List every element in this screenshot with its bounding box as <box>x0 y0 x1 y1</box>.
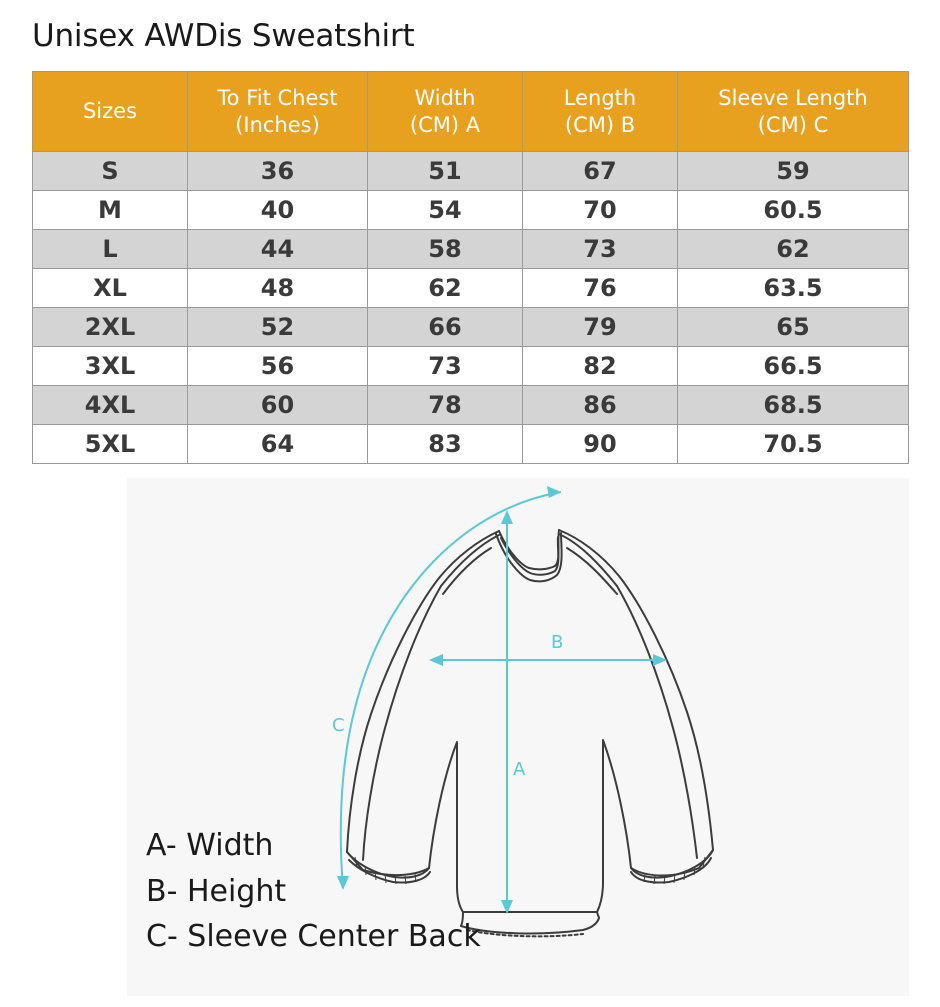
table-row <box>33 347 909 386</box>
table-row <box>33 191 909 230</box>
table-row <box>33 425 909 464</box>
cell-length: 82 <box>523 347 678 386</box>
dimension-label-b: B <box>551 632 564 653</box>
legend-item-b: B- Height <box>146 873 287 909</box>
table-row <box>33 152 909 191</box>
cell-size: S <box>33 152 188 191</box>
cell-length: 67 <box>523 152 678 191</box>
cell-size: 2XL <box>33 308 188 347</box>
column-header-length: Length (CM) B <box>523 72 678 152</box>
table-header-row <box>33 72 909 152</box>
table-row <box>33 308 909 347</box>
cell-length: 73 <box>523 230 678 269</box>
cell-chest: 56 <box>188 347 368 386</box>
cell-size: 3XL <box>33 347 188 386</box>
column-header-sizes: Sizes <box>33 72 188 152</box>
cell-length: 79 <box>523 308 678 347</box>
cell-length: 76 <box>523 269 678 308</box>
dimension-label-c: C <box>332 715 345 736</box>
cell-chest: 36 <box>188 152 368 191</box>
cell-sleeve: 65 <box>678 308 909 347</box>
cell-chest: 44 <box>188 230 368 269</box>
cell-sleeve: 59 <box>678 152 909 191</box>
cell-size: L <box>33 230 188 269</box>
cell-width: 62 <box>368 269 523 308</box>
cell-sleeve: 66.5 <box>678 347 909 386</box>
cell-width: 54 <box>368 191 523 230</box>
dimension-label-a: A <box>513 759 526 780</box>
cell-width: 78 <box>368 386 523 425</box>
cell-sleeve: 68.5 <box>678 386 909 425</box>
page-title: Unisex AWDis Sweatshirt <box>32 18 415 54</box>
cell-width: 51 <box>368 152 523 191</box>
cell-width: 83 <box>368 425 523 464</box>
cell-width: 58 <box>368 230 523 269</box>
column-header-sleeve-length: Sleeve Length (CM) C <box>678 72 909 152</box>
table-header <box>33 72 909 152</box>
diagram-legend <box>146 823 481 960</box>
column-header-chest: To Fit Chest (Inches) <box>188 72 368 152</box>
cell-size: XL <box>33 269 188 308</box>
table-row <box>33 230 909 269</box>
table-row <box>33 269 909 308</box>
legend-item-c: C- Sleeve Center Back <box>146 919 481 955</box>
legend-item-a: A- Width <box>146 828 274 863</box>
cell-size: 4XL <box>33 386 188 425</box>
table-body <box>33 152 909 464</box>
cell-sleeve: 60.5 <box>678 191 909 230</box>
cell-chest: 64 <box>188 425 368 464</box>
cell-chest: 40 <box>188 191 368 230</box>
column-header-width: Width (CM) A <box>368 72 523 152</box>
cell-width: 73 <box>368 347 523 386</box>
cell-width: 66 <box>368 308 523 347</box>
cell-chest: 52 <box>188 308 368 347</box>
cell-size: 5XL <box>33 425 188 464</box>
cell-sleeve: 70.5 <box>678 425 909 464</box>
cell-sleeve: 63.5 <box>678 269 909 308</box>
cell-length: 90 <box>523 425 678 464</box>
cell-size: M <box>33 191 188 230</box>
cell-length: 70 <box>523 191 678 230</box>
table-row <box>33 386 909 425</box>
cell-chest: 48 <box>188 269 368 308</box>
size-chart-table <box>32 71 909 464</box>
cell-chest: 60 <box>188 386 368 425</box>
cell-length: 86 <box>523 386 678 425</box>
cell-sleeve: 62 <box>678 230 909 269</box>
